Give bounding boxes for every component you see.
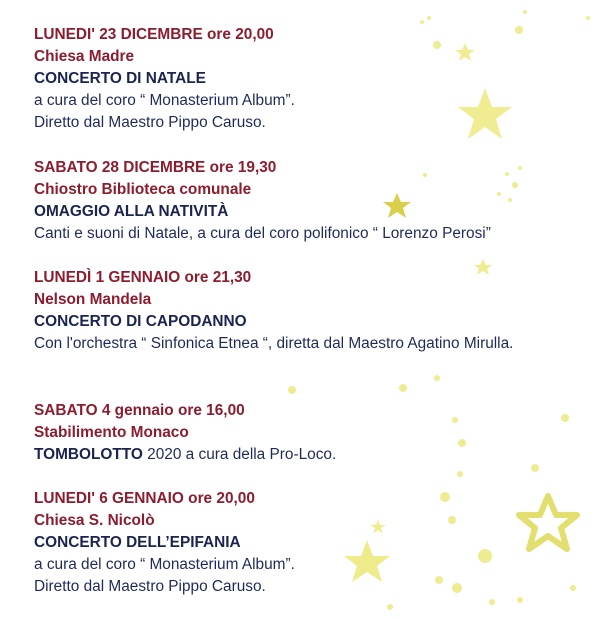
event-title: CONCERTO DELL’EPIFANIA	[34, 534, 241, 551]
event-title-line	[34, 444, 594, 466]
event-venue: Chiostro Biblioteca comunale	[34, 181, 252, 198]
event-date: LUNEDI' 6 GENNAIO ore 20,00	[34, 490, 255, 507]
event-venue: Chiesa Madre	[34, 48, 135, 65]
event-3	[34, 267, 594, 355]
event-title: CONCERTO DI NATALE	[34, 70, 206, 87]
event-5	[34, 488, 594, 598]
event-description: a cura del coro “ Monasterium Album”.	[34, 92, 295, 109]
event-description: 2020 a cura della Pro-Loco.	[142, 446, 337, 463]
event-venue: Nelson Mandela	[34, 291, 152, 308]
event-description: Diretto dal Maestro Pippo Caruso.	[34, 578, 266, 595]
event-date: LUNEDI' 23 DICEMBRE ore 20,00	[34, 26, 274, 43]
event-venue: Chiesa S. Nicolò	[34, 512, 155, 529]
event-venue: Stabilimento Monaco	[34, 424, 189, 441]
event-date: LUNEDÌ 1 GENNAIO ore 21,30	[34, 269, 252, 286]
event-date: SABATO 4 gennaio ore 16,00	[34, 402, 245, 419]
event-2	[34, 157, 594, 245]
event-description: Con l'orchestra “ Sinfonica Etnea “, diretta dal Maestro Agatino Mirulla.	[34, 335, 514, 352]
event-date: SABATO 28 DICEMBRE ore 19,30	[34, 159, 277, 176]
event-description: Diretto dal Maestro Pippo Caruso.	[34, 114, 266, 131]
event-description: Canti e suoni di Natale, a cura del coro polifonico “ Lorenzo Perosi”	[34, 225, 491, 242]
event-title: CONCERTO DI CAPODANNO	[34, 313, 247, 330]
event-4	[34, 400, 594, 466]
event-title: OMAGGIO ALLA NATIVITÀ	[34, 203, 229, 220]
event-title: TOMBOLOTTO	[34, 446, 143, 463]
event-description: a cura del coro “ Monasterium Album”.	[34, 556, 295, 573]
event-1	[34, 24, 594, 134]
